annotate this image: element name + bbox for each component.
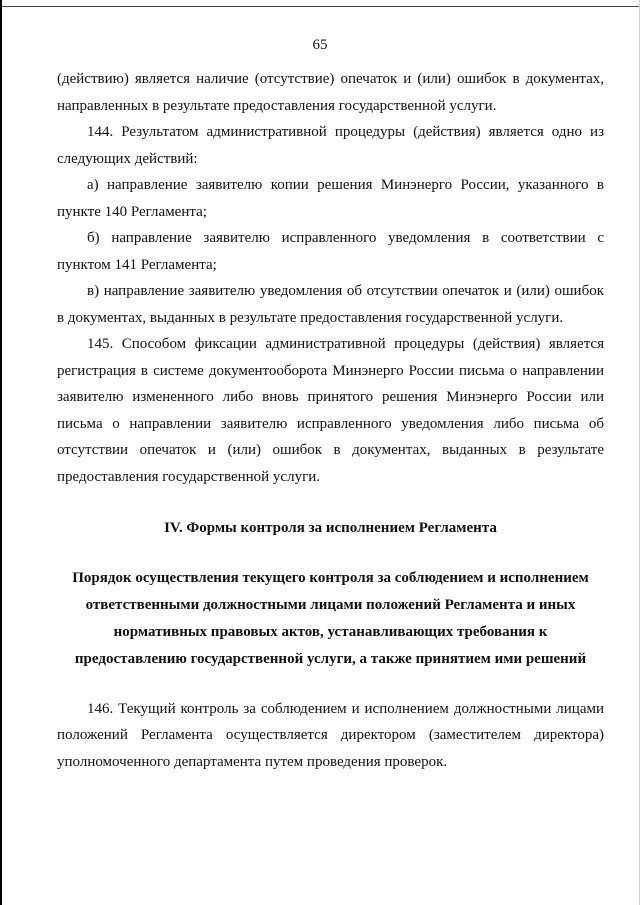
list-item-v: в) направление заявителю уведомления об отсутствии опечаток и (или) ошибок в документах, выданных в результате предоставления государственной услуги. <box>57 283 604 326</box>
paragraph-146: 146. Текущий контроль за соблюдением и исполнением должностными лицами положений Регламента осуществляется директором (заместителем директора) уполномоченного департамента путем проведения проверок. <box>57 700 604 770</box>
subsection-heading: Порядок осуществления текущего контроля за соблюдением и исполнением ответственными должностными лицами положений Регламента и иных нормативных правовых актов, устанавливающих требования к предоставлению государственной услуги, а также принятием ими решений <box>72 569 589 667</box>
document-body <box>57 66 604 775</box>
paragraph-144: 144. Результатом административной процедуры (действия) является одно из следующих действий: <box>57 124 604 167</box>
paragraph-continuation: (действию) является наличие (отсутствие) опечаток и (или) ошибок в документах, направленных в результате предоставления государственной услуги. <box>57 71 604 114</box>
page-number: 65 <box>312 37 328 53</box>
scan-left-edge <box>0 0 2 905</box>
scan-top-rule <box>0 6 640 7</box>
list-item-a: а) направление заявителю копии решения Минэнерго России, указанного в пункте 140 Регламента; <box>57 177 604 220</box>
section-heading: IV. Формы контроля за исполнением Регламента <box>164 520 497 536</box>
paragraph-145: 145. Способом фиксации административной процедуры (действия) является регистрация в системе документооборота Минэнерго России письма о направлении заявителю измененного либо вновь принятого решения Минэнерго России или письма о направлении заявителю исправленного уведомления либо письма об отсутствии опечаток и (или) ошибок в документах, выданных в результате предоставления государственной услуги. <box>57 336 604 485</box>
list-item-b: б) направление заявителю исправленного уведомления в соответствии с пунктом 141 Регламента; <box>57 230 604 273</box>
